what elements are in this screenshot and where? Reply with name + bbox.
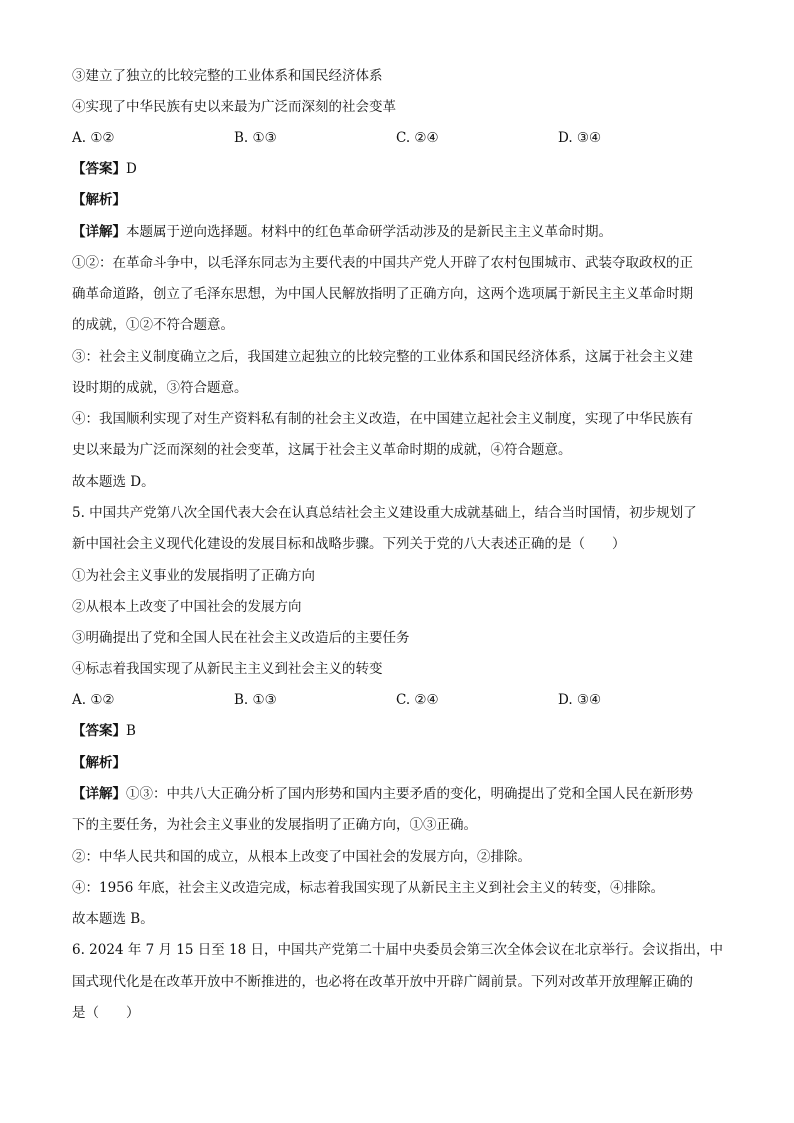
q6-stem-line-2: 是（ ） (72, 1005, 140, 1021)
q4-detail-line-0 (72, 222, 724, 242)
q5-option-c: C. ②④ (396, 692, 439, 708)
q6-stem-line-1: 国式现代化是在改革开放中不断推进的，也必将在改革开放中开辟广阔前景。下列对改革开放理解正确的 (72, 974, 693, 990)
q4-option-a: A. ①② (72, 130, 115, 146)
analysis-label: 【解析】 (72, 755, 126, 771)
q5-item-2: ②从根本上改变了中国社会的发展方向 (72, 599, 302, 615)
q5-detail-line-3: ④：1956 年底，社会主义改造完成，标志着我国实现了从新民主主义到社会主义的转变，④排除。 (72, 880, 665, 896)
q4-option-b: B. ①③ (234, 130, 277, 146)
q4-answer (72, 159, 724, 179)
q4-item-3: ③建立了独立的比较完整的工业体系和国民经济体系 (72, 68, 383, 84)
q5-detail-line-1: 下的主要任务，为社会主义事业的发展指明了正确方向，①③正确。 (72, 817, 477, 833)
q5-analysis-label (72, 753, 724, 773)
q5-option-d: D. ③④ (558, 692, 602, 708)
q4-option-c: C. ②④ (396, 130, 439, 146)
q5-option-a: A. ①② (72, 692, 115, 708)
q4-detail-line-3: 的成就，①②不符合题意。 (72, 317, 234, 333)
q5-option-b: B. ①③ (234, 692, 277, 708)
q5-detail-line-0 (72, 784, 724, 804)
q5-stem-line-1: 新中国社会主义现代化建设的发展目标和战略步骤。下列关于党的八大表述正确的是（ ） (72, 536, 626, 552)
q5-conclusion: 故本题选 B。 (72, 911, 154, 927)
answer-value: B (126, 723, 136, 739)
q4-detail-line-6: ④：我国顺利实现了对生产资料私有制的社会主义改造，在中国建立起社会主义制度，实现了中华民族有 (72, 411, 693, 427)
q5-options (72, 690, 724, 710)
answer-label: 【答案】 (72, 161, 126, 177)
q4-options (72, 128, 724, 148)
q4-detail-line-7: 史以来最为广泛而深刻的社会变革，这属于社会主义革命时期的成就，④符合题意。 (72, 442, 572, 458)
q4-analysis-label (72, 190, 724, 210)
q5-item-3: ③明确提出了党和全国人民在社会主义改造后的主要任务 (72, 630, 410, 646)
answer-label: 【答案】 (72, 723, 126, 739)
q5-item-4: ④标志着我国实现了从新民主主义到社会主义的转变 (72, 661, 383, 677)
q4-detail-line-5: 设时期的成就，③符合题意。 (72, 380, 248, 396)
detail-text: 本题属于逆向选择题。材料中的红色革命研学活动涉及的是新民主主义革命时期。 (126, 224, 612, 240)
q6-stem-line-0: 6. 2024 年 7 月 15 日至 18 日，中国共产党第二十届中央委员会第三次全体会议在北京举行。会议指出，中 (72, 942, 724, 958)
detail-label: 【详解】 (72, 786, 126, 802)
q5-answer (72, 721, 724, 741)
q5-item-1: ①为社会主义事业的发展指明了正确方向 (72, 568, 315, 584)
q5-stem-line-0: 5. 中国共产党第八次全国代表大会在认真总结社会主义建设重大成就基础上，结合当时国情，初步规划了 (72, 505, 697, 521)
analysis-label: 【解析】 (72, 192, 126, 208)
detail-text: ①③：中共八大正确分析了国内形势和国内主要矛盾的变化，明确提出了党和全国人民在新形势 (126, 786, 693, 802)
q4-detail-line-1: ①②：在革命斗争中，以毛泽东同志为主要代表的中国共产党人开辟了农村包围城市、武装夺取政权的正 (72, 255, 693, 271)
q4-conclusion: 故本题选 D。 (72, 474, 155, 490)
q4-detail-line-2: 确革命道路，创立了毛泽东思想，为中国人民解放指明了正确方向，这两个选项属于新民主主义革命时期 (72, 286, 693, 302)
q4-option-d: D. ③④ (558, 130, 602, 146)
answer-value: D (126, 161, 137, 177)
detail-label: 【详解】 (72, 224, 126, 240)
q4-detail-line-4: ③：社会主义制度确立之后，我国建立起独立的比较完整的工业体系和国民经济体系，这属于社会主义建 (72, 349, 693, 365)
q4-item-4: ④实现了中华民族有史以来最为广泛而深刻的社会变革 (72, 99, 396, 115)
q5-detail-line-2: ②：中华人民共和国的成立，从根本上改变了中国社会的发展方向，②排除。 (72, 849, 531, 865)
